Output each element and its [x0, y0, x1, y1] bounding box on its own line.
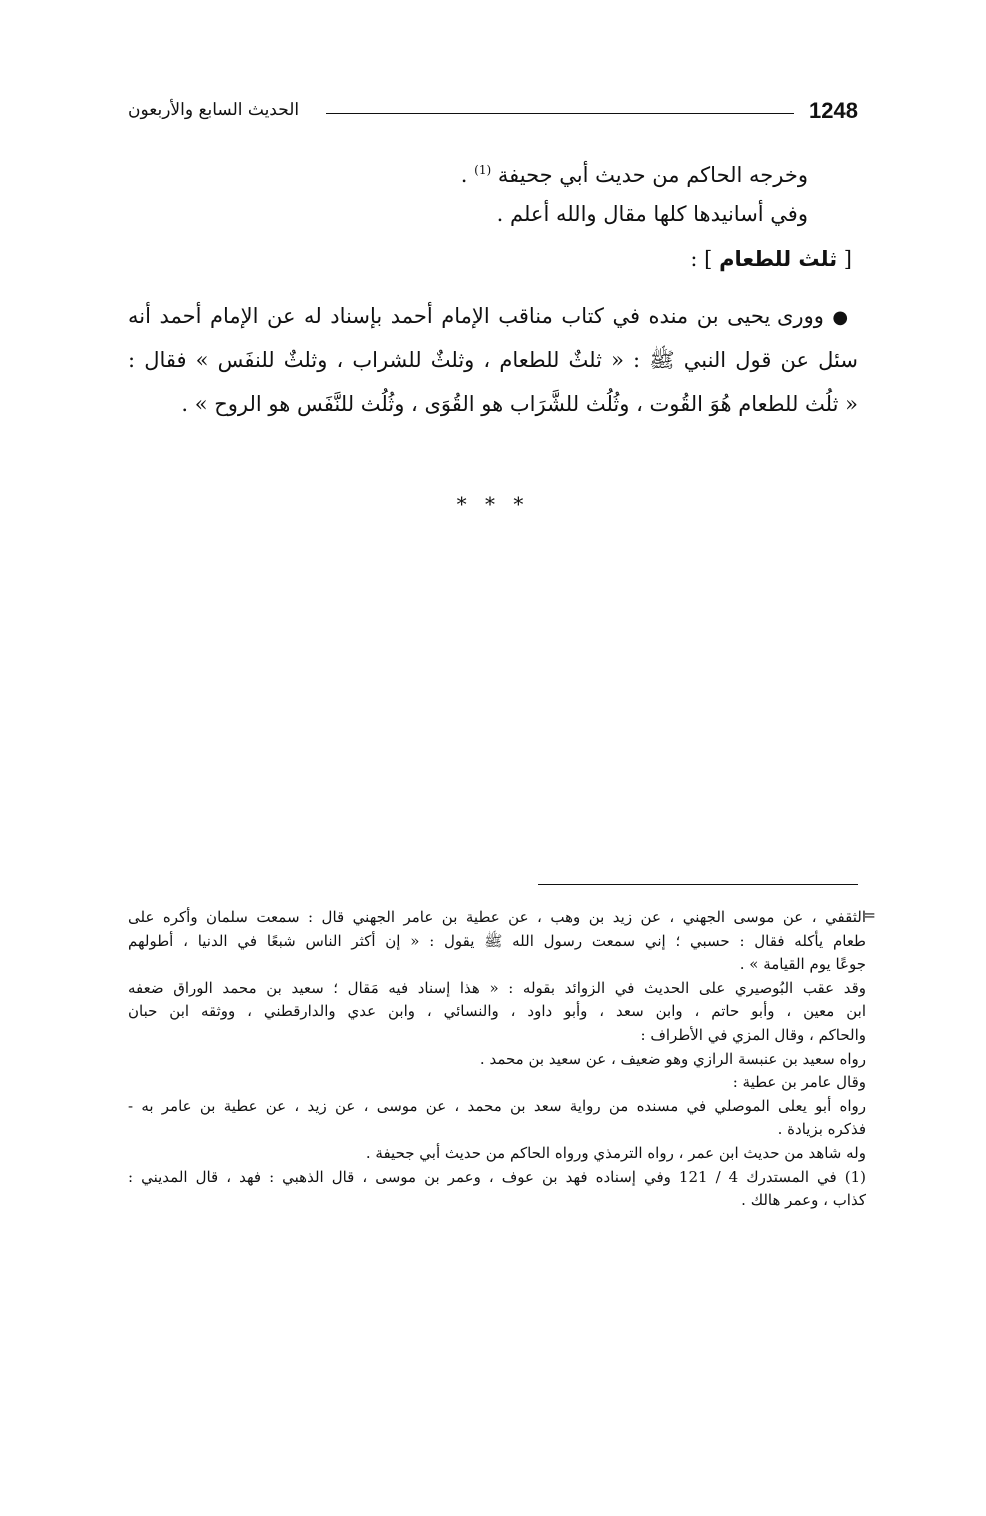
- header-rule: [326, 113, 794, 114]
- footnote-line: رواه أبو يعلى الموصلي في مسنده من رواية سعد بن محمد ، عن موسى ، عن زيد ، عن عطية بن عامر به -: [128, 1096, 866, 1115]
- footnote-line: جوعًا يوم القيامة » .: [739, 955, 866, 974]
- footnote-line: رواه سعيد بن عنبسة الرازي وهو ضعيف ، عن سعيد بن محمد .: [479, 1049, 866, 1068]
- line-text: وخرجه الحاكم من حديث أبي جحيفة: [497, 163, 808, 187]
- footnote-line: كذاب ، وعمر هالك .: [741, 1191, 866, 1210]
- section-heading: [128, 236, 858, 282]
- footnote-line: وقال عامر بن عطية :: [732, 1073, 866, 1092]
- footnote-line: ابن معين ، وأبو حاتم ، وابن سعد ، وأبو داود ، والنسائي ، وابن عدي والدارقطني ، ووثقه ابن حبان: [128, 1002, 866, 1021]
- footnote-line: فذكره بزيادة .: [777, 1120, 866, 1139]
- footnote-line: طعام يأكله فقال : حسبي ؛ إني سمعت رسول الله ﷺ يقول : « إن أكثر الناس شبعًا في الدنيا ، أطولهم: [128, 931, 866, 950]
- page-number: 1248: [809, 98, 858, 123]
- footnote-line: والحاكم ، وقال المزي في الأطراف :: [640, 1025, 866, 1044]
- heading-text: ثلث للطعام: [719, 247, 838, 271]
- line-text: وفي أسانيدها كلها مقال والله أعلم .: [496, 202, 808, 226]
- heading-close-bracket: ] :: [690, 247, 713, 271]
- section-separator: * * *: [456, 492, 530, 516]
- footnotes: [128, 906, 876, 1213]
- heading-open-bracket: [: [843, 247, 852, 271]
- paragraph-line: [128, 382, 858, 426]
- line-end: .: [460, 163, 468, 187]
- page-header: [128, 96, 858, 130]
- paragraph-line: [128, 294, 858, 338]
- footnote-line: (1) في المستدرك 4 / 121 وفي إسناده فهد بن عوف ، وعمر بن موسى ، قال الذهبي : فهد ، قال المديني :: [128, 1167, 866, 1186]
- footnote-rule: [538, 884, 858, 885]
- paragraph: [128, 294, 858, 426]
- paragraph-line: [128, 338, 858, 382]
- continuation-mark: =: [863, 906, 876, 924]
- footnote-line: وله شاهد من حديث ابن عمر ، رواه الترمذي ورواه الحاكم من حديث أبي جحيفة .: [365, 1143, 866, 1162]
- footnote-line: الثقفي ، عن موسى الجهني ، عن زيد بن وهب ، عن عطية بن عامر الجهني قال : سمعت سلمان وأكره على: [128, 908, 866, 926]
- line-text: وورى يحيى بن منده في كتاب مناقب الإمام أحمد بإسناد له عن الإمام أحمد أنه: [128, 304, 824, 328]
- bullet-icon: ●: [832, 307, 850, 328]
- text-line: [128, 148, 858, 192]
- text-line: [128, 192, 858, 236]
- footnote-ref: (1): [474, 163, 492, 177]
- line-text: « ثلُث للطعام هُوَ القُوت ، وثُلُث للشَّرَاب هو القُوَى ، وثُلُث للنَّفَس هو الروح » .: [181, 392, 858, 416]
- main-text: [128, 148, 858, 426]
- footnote-line: وقد عقب البُوصيري على الحديث في الزوائد بقوله : « هذا إسناد فيه مَقال ؛ سعيد بن محمد الوراق ضعفه: [128, 978, 866, 997]
- line-text: سئل عن قول النبي ﷺ : « ثلثٌ للطعام ، وثلثٌ للشراب ، وثلثٌ للنفَس » فقال :: [128, 348, 858, 372]
- running-title: الحديث السابع والأربعون: [128, 100, 300, 120]
